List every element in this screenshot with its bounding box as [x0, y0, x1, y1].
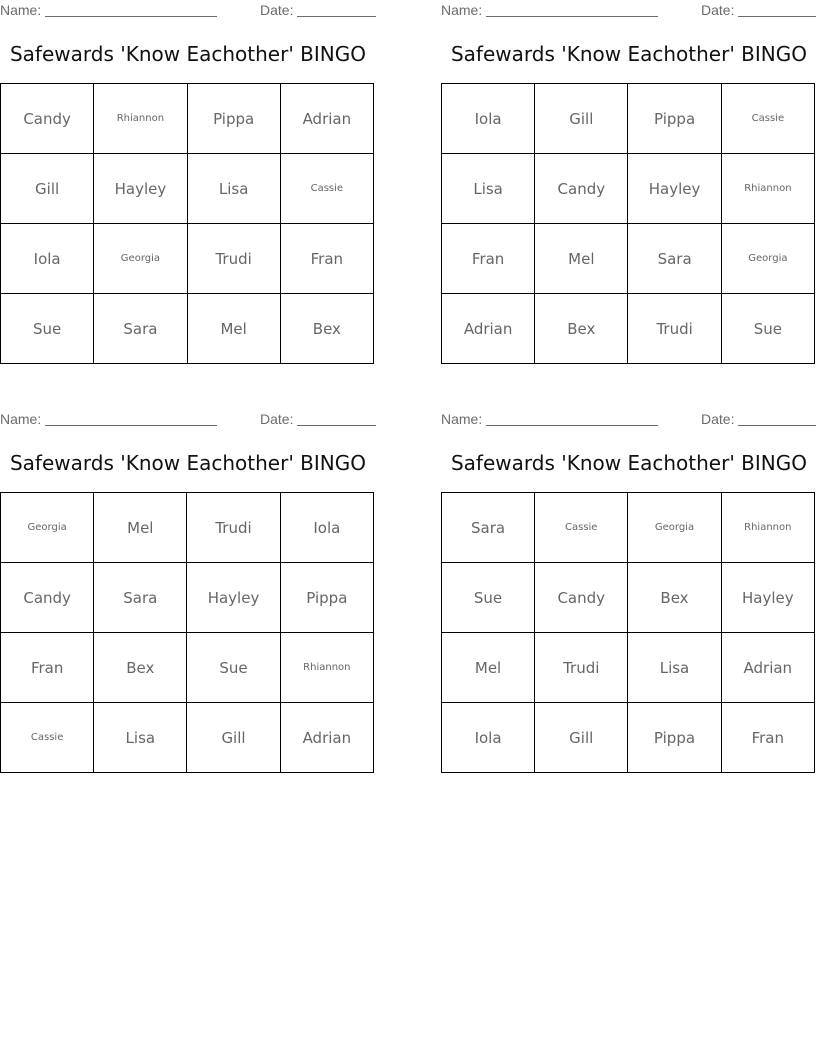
bingo-cell[interactable]: Adrian	[721, 633, 814, 703]
bingo-cell[interactable]: Iola	[442, 84, 535, 154]
bingo-cell[interactable]: Pippa	[280, 563, 373, 633]
bingo-cell[interactable]: Bex	[535, 294, 628, 364]
bingo-grid	[441, 83, 815, 364]
bingo-row	[442, 563, 815, 633]
bingo-cell[interactable]: Pippa	[628, 703, 721, 773]
bingo-cell[interactable]: Cassie	[280, 154, 373, 224]
bingo-cell[interactable]: Pippa	[628, 84, 721, 154]
bingo-cell[interactable]: Bex	[94, 633, 187, 703]
bingo-cell[interactable]: Gill	[535, 703, 628, 773]
bingo-cell[interactable]: Georgia	[1, 493, 94, 563]
bingo-cell[interactable]: Sara	[442, 493, 535, 563]
bingo-grid	[0, 83, 374, 364]
bingo-cell[interactable]: Pippa	[187, 84, 280, 154]
name-date-line	[0, 2, 380, 18]
bingo-row	[1, 84, 374, 154]
bingo-row	[1, 703, 374, 773]
date-field[interactable]	[738, 425, 816, 426]
bingo-cell[interactable]: Gill	[1, 154, 94, 224]
bingo-cell[interactable]: Adrian	[442, 294, 535, 364]
name-label: Name:	[0, 2, 42, 18]
bingo-row	[1, 633, 374, 703]
date-label: Date:	[260, 411, 294, 427]
name-label: Name:	[441, 411, 483, 427]
bingo-cell[interactable]: Georgia	[721, 224, 814, 294]
bingo-cell[interactable]: Sue	[721, 294, 814, 364]
bingo-cell[interactable]: Cassie	[721, 84, 814, 154]
bingo-cell[interactable]: Hayley	[721, 563, 814, 633]
bingo-cell[interactable]: Candy	[1, 563, 94, 633]
bingo-cell[interactable]: Adrian	[280, 84, 373, 154]
bingo-cell[interactable]: Georgia	[628, 493, 721, 563]
bingo-cell[interactable]: Lisa	[628, 633, 721, 703]
card-title: Safewards 'Know Eachother' BINGO	[450, 42, 807, 66]
card-title: Safewards 'Know Eachother' BINGO	[9, 42, 366, 66]
bingo-cell[interactable]: Lisa	[442, 154, 535, 224]
name-date-line	[441, 2, 816, 18]
date-field[interactable]	[297, 16, 376, 17]
bingo-cell[interactable]: Sara	[94, 563, 187, 633]
name-field[interactable]	[486, 16, 658, 17]
bingo-cell[interactable]: Mel	[187, 294, 280, 364]
card-title: Safewards 'Know Eachother' BINGO	[450, 451, 807, 475]
bingo-cell[interactable]: Hayley	[187, 563, 280, 633]
bingo-cell[interactable]: Mel	[535, 224, 628, 294]
bingo-cell[interactable]: Rhiannon	[94, 84, 187, 154]
bingo-grid	[0, 492, 374, 773]
bingo-cell[interactable]: Hayley	[94, 154, 187, 224]
bingo-row	[442, 294, 815, 364]
bingo-cell[interactable]: Fran	[442, 224, 535, 294]
bingo-cell[interactable]: Cassie	[1, 703, 94, 773]
bingo-cell[interactable]: Iola	[280, 493, 373, 563]
name-date-line	[0, 411, 380, 427]
bingo-cell[interactable]: Sue	[187, 633, 280, 703]
name-date-line	[441, 411, 816, 427]
bingo-cell[interactable]: Mel	[442, 633, 535, 703]
date-label: Date:	[701, 411, 735, 427]
bingo-row	[442, 633, 815, 703]
bingo-cell[interactable]: Fran	[1, 633, 94, 703]
name-field[interactable]	[45, 16, 217, 17]
bingo-row	[1, 154, 374, 224]
date-field[interactable]	[738, 16, 816, 17]
bingo-cell[interactable]: Sara	[94, 294, 187, 364]
bingo-cell[interactable]: Rhiannon	[721, 493, 814, 563]
bingo-cell[interactable]: Candy	[535, 563, 628, 633]
bingo-cell[interactable]: Lisa	[187, 154, 280, 224]
bingo-card	[0, 409, 376, 781]
bingo-cell[interactable]: Iola	[1, 224, 94, 294]
bingo-cell[interactable]: Trudi	[535, 633, 628, 703]
bingo-cell[interactable]: Sue	[442, 563, 535, 633]
bingo-row	[442, 493, 815, 563]
bingo-cell[interactable]: Lisa	[94, 703, 187, 773]
bingo-cell[interactable]: Fran	[721, 703, 814, 773]
bingo-row	[442, 703, 815, 773]
bingo-row	[1, 493, 374, 563]
bingo-cell[interactable]: Rhiannon	[280, 633, 373, 703]
bingo-cell[interactable]: Trudi	[187, 493, 280, 563]
bingo-cell[interactable]: Hayley	[628, 154, 721, 224]
name-field[interactable]	[45, 425, 217, 426]
bingo-card	[441, 0, 816, 372]
bingo-row	[1, 294, 374, 364]
date-label: Date:	[701, 2, 735, 18]
name-field[interactable]	[486, 425, 658, 426]
bingo-cell[interactable]: Fran	[280, 224, 373, 294]
bingo-cell[interactable]: Rhiannon	[721, 154, 814, 224]
bingo-cell[interactable]: Candy	[1, 84, 94, 154]
bingo-cell[interactable]: Candy	[535, 154, 628, 224]
bingo-cell[interactable]: Bex	[628, 563, 721, 633]
bingo-cell[interactable]: Gill	[535, 84, 628, 154]
name-label: Name:	[0, 411, 42, 427]
name-label: Name:	[441, 2, 483, 18]
bingo-row	[442, 224, 815, 294]
bingo-row	[442, 154, 815, 224]
date-field[interactable]	[297, 425, 376, 426]
bingo-cell[interactable]: Mel	[94, 493, 187, 563]
date-label: Date:	[260, 2, 294, 18]
bingo-row	[442, 84, 815, 154]
bingo-cell[interactable]: Bex	[280, 294, 373, 364]
bingo-card	[441, 409, 816, 781]
bingo-cell[interactable]: Trudi	[187, 224, 280, 294]
bingo-cell[interactable]: Gill	[187, 703, 280, 773]
bingo-cell[interactable]: Georgia	[94, 224, 187, 294]
card-title: Safewards 'Know Eachother' BINGO	[9, 451, 366, 475]
bingo-cell[interactable]: Trudi	[628, 294, 721, 364]
bingo-cell[interactable]: Cassie	[535, 493, 628, 563]
bingo-card	[0, 0, 376, 372]
bingo-cell[interactable]: Sue	[1, 294, 94, 364]
bingo-grid	[441, 492, 815, 773]
bingo-row	[1, 563, 374, 633]
bingo-cell[interactable]: Sara	[628, 224, 721, 294]
bingo-row	[1, 224, 374, 294]
bingo-cell[interactable]: Iola	[442, 703, 535, 773]
bingo-cell[interactable]: Adrian	[280, 703, 373, 773]
